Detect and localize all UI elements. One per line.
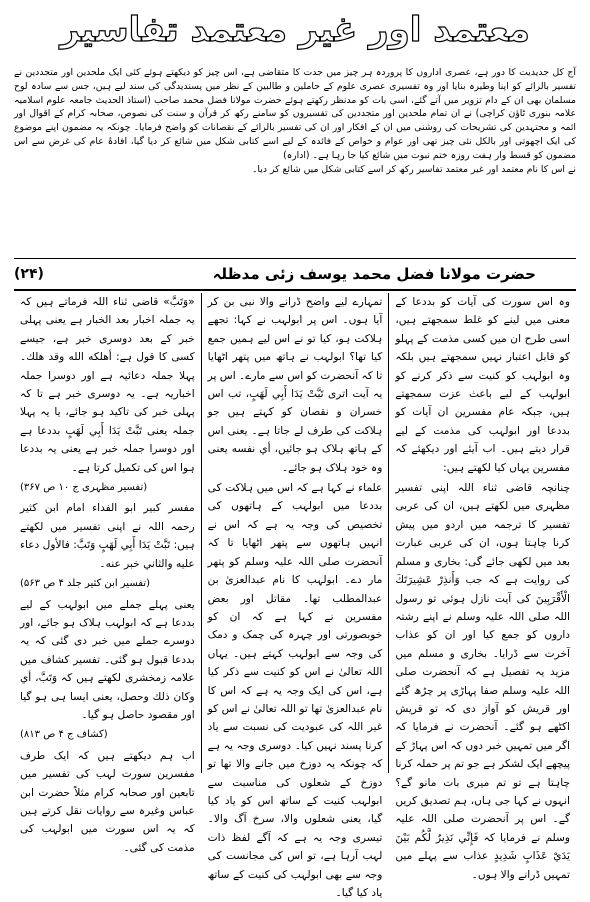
page-number: (۲۴) [14, 266, 44, 282]
paragraph: مفسر کبیر ابو الفداء امام ابن کثیر رحمہ اللہ نے اپنی تفسیر میں لکھتے ہیں: تَبَّتْ يَدَا أَبِي لَهَبٍ وَتَبَّ: فالأول دعاء عليه والثاني خبر عنه۔ [19, 502, 195, 570]
intro-text: آج کل جدیدیت کا دور ہے، عصری اداروں کا پروردہ ہر چیز میں جدت کا متقاضی ہے، اس چیز کو دیکھتے ہوئے کئی ایک ملحدین اور متجددین نے تفسیر بالرائے کو اپنا وطیرہ بنایا اور وہ تفسیری عصری علوم کے حاملین و طالبین کے نظر میں پسندیدگی کی سند لیے ہیں، جس سے سادہ لوح مسلمان بھی ان کے دام تزویر میں آتے گئے، اسی بات کو مدنظر رکھتے ہوئے حضرت مولانا فضل محمد صاحب (استاذ الحدیث جامعہ علوم اسلامیہ علامہ بنوری ٹاؤن کراچی) نے ان تمام ملحدین اور متجددین کی تفسیروں کو سامنے رکھ کر قرآن و سنت کی نصوص، صحابہ کرام کے اقوال اور ائمہ و مجتہدین کی تشریحات کی روشنی میں ان کے افکار اور ان کی تفسیر بالرائے کے نقصانات کو واضح فرمایا۔ چونکہ یہ مضمون اپنے موضوع کی ایک اچھوتی اور بالکل نئی چیز تھی اور عوام و خواص کے فائدہ کے لیے اسے کتابی شکل میں شائع کر دیا گیا، افادۂ عام کی غرض سے اس مضمون کو قسط وار ہفت روزہ ختم نبوت میں شائع کیا جا رہا ہے۔ (ادارہ) [14, 67, 576, 161]
paragraph: علماء نے کہا ہے کہ اس میں ہلاکت کی بددعا میں ابولہب کے ہاتھوں کی تخصیص کی وجہ یہ ہے کہ اس نے انہیں ہاتھوں سے پتھر اٹھایا تا کہ آنحضرت صلی اللہ علیہ وسلم کو پتھر مار دے۔ ابولہب کا نام عبدالعزیٰ بن عبدالمطلب تھا۔ مقاتل اور بعض مفسرین نے کہا ہے کہ ان کو خوبصورتی اور چہرہ کی چمک و دمک کی وجہ سے ابولہب کہتے ہیں۔ یہاں اللہ تعالیٰ نے اس کو کنیت سے ذکر کیا ہے، اس کی ایک وجہ یہ ہے کہ اس کا نام عبدالعزیٰ تھا تو اللہ تعالیٰ نے اس کو غیر اللہ کی عبودیت کی نسبت سے یاد کرنا پسند نہیں کیا۔ دوسری وجہ یہ ہے کہ چونکہ یہ دوزخ میں جانے والا تھا تو دوزخ کے شعلوں کی مناسبت سے ابولہب کنیت کے ساتھ اس کو یاد کیا گیا، یعنی شعلوں والا، سرخ آگ والا۔ تیسری وجہ یہ ہے کہ آگے لفظ ذات لہب آرہا ہے، تو اس کی مجانست کی وجہ سے بھی ابولہب کی کنیت کے ساتھ یاد کیا گیا۔ [207, 482, 383, 899]
paragraph: یعنی پہلے جملے میں ابولہب کے لیے بددعا ہے کہ ابولہب ہلاک ہو جائے، اور دوسرے جملے میں خبر دی گئی کہ یہ بددعا قبول ہو گئی۔ تفسیر کشاف میں علامہ زمخشری لکھتے ہیں کہ وَتَبَّ، أي وكان ذلك وحصل، یعنی ایسا ہی ہو گیا اور مقصود حاصل ہو گیا۔ [19, 598, 195, 721]
paragraph: «وَتَبَّ» قاضی ثناء اللہ فرماتے ہیں کہ یہ جملہ اخبار بعد الخبار ہے یعنی پہلی خبر کے بعد دوسری خبر ہے، جیسے کسی کا قول ہے: أهلكه الله وقد هلك۔ پہلا جملہ دعائیہ ہے اور دوسرا جملہ اخباریہ ہے۔ یہ دوسری خبر ہے تا کہ پہلی خبر کی تاکید ہو جائے، یا یہ پہلا جملہ یعنی تَبَّتْ يَدَا أَبِي لَهَبٍ بددعا ہے اور دوسرا جملہ خبر ہے یعنی یہ بددعا ہوا اس کی تکمیل کرتا ہے۔ [19, 296, 195, 474]
byline-bar [14, 258, 576, 291]
author-name: حضرت مولانا فضل محمد یوسف زئی مدظلہ [212, 265, 536, 283]
page-title: معتمد اور غیر معتمد تفاسیر [60, 10, 530, 50]
article-columns [14, 293, 576, 899]
intro-text: نے اس کا نام معتمد اور غیر معتمد تفاسیر رکھ کر اسے کتابی شکل میں شائع کر دیا۔ [251, 163, 576, 175]
paragraph: اب ہم دیکھتے ہیں کہ ایک طرف مفسرین سورت لہب کی تفسیر میں تابعین اور صحابہ کرام مثلاً حضرت ابن عباس وغیرہ سے روایات نقل کرتے ہیں کہ یہ اس سورت میں ابولہب کی مذمت کی گئی۔ [19, 749, 195, 854]
column-left [14, 293, 201, 854]
citation: (تفسیر ابن کثیر جلد ۴ ص ۵۶۳) [19, 578, 150, 590]
citation: (تفسیر مظہری ج ۱۰ ص ۳۶۷) [19, 482, 148, 494]
paragraph: چنانچہ قاضی ثناء اللہ اپنی تفسیر مظہری میں لکھتے ہیں، ان کی عربی تفسیر کا ترجمہ میں اردو میں پیش کرنا چاہتا ہوں، ان کی عربی عبارت بعد میں لکھی جائے گی: بخاری و مسلم کی روایت ہے کہ جب وَأَنذِرْ عَشِيرَتَكَ الْأَقْرَبِينَ کی آیت نازل ہوئی تو رسول اللہ صلی اللہ علیہ وسلم نے اپنے رشتہ داروں کو جمع کیا اور ان کو عذاب آخرت سے ڈرایا۔ بخاری و مسلم میں مزید یہ تفصیل ہے کہ آنحضرت صلی اللہ علیہ وسلم صفا پہاڑی پر چڑھ گئے اور قریش کو آواز دی کہ تو قریش اکٹھے ہو گئے۔ آنحضرت نے فرمایا کہ اگر میں تمہیں خبر دوں کہ اس پہاڑ کے پیچھے ایک لشکر ہے جو تم پر حملہ کرنا چاہتا ہے تو تم میری بات مانو گے؟ انہوں نے کہا جی ہاں، ہم تصدیق کریں گے۔ اس پر آنحضرت صلی اللہ علیہ وسلم نے فرمایا کہ فَإِنِّي نَذِيرٌ لَّكُم بَيْنَ يَدَيْ عَذَابٍ شَدِيدٍ عذاب سے پہلے میں تمہیں ڈرانے والا ہوں۔ [395, 482, 570, 881]
paragraph: وہ اس سورت کی آیات کو بددعا کے معنی میں لینے کو غلط سمجھتے ہیں، اسی طرح ان میں کسی مذمت کے پہلو کو قابل اعتبار نہیں سمجھتے ہیں بلکہ وہ ابولہب کو کنیت سے ذکر کرنے کو ابولہب کے لیے باعث عزت سمجھتے ہیں، جبکہ عام مفسرین ان آیات کو بددعا اور ابولہب کی مذمت کے لیے قرار دیتے ہیں۔ اب آیئے اور دیکھئے کہ مفسرین یہاں کیا لکھتے ہیں: [395, 296, 570, 474]
column-right [389, 293, 576, 881]
citation: (کشاف ج ۴ ص ۸۱۳) [19, 729, 108, 741]
paragraph: تمہارے لیے واضح ڈرانے والا نبی بن کر آیا ہوں۔ اس پر ابولہب نے کہا: تجھے ہلاکت ہو، کیا تو نے اس لیے ہمیں جمع کیا تھا؟ ابولہب نے ہاتھ میں پتھر اٹھایا تا کہ آنحضرت کو اس سے مارے۔ اس پر یہ آیت اتری تَبَّتْ يَدَا أَبِي لَهَبٍ، تب اس خسران و نقصان کو کہتے ہیں جو ہلاکت کی طرف لے جاتا ہے۔ یعنی اس کے ہاتھ ہلاک ہو جائیں، أي نفسه یعنی وہ خود ہلاک ہو جائے۔ [207, 296, 383, 474]
intro-paragraph [14, 66, 576, 258]
column-middle [202, 293, 389, 899]
